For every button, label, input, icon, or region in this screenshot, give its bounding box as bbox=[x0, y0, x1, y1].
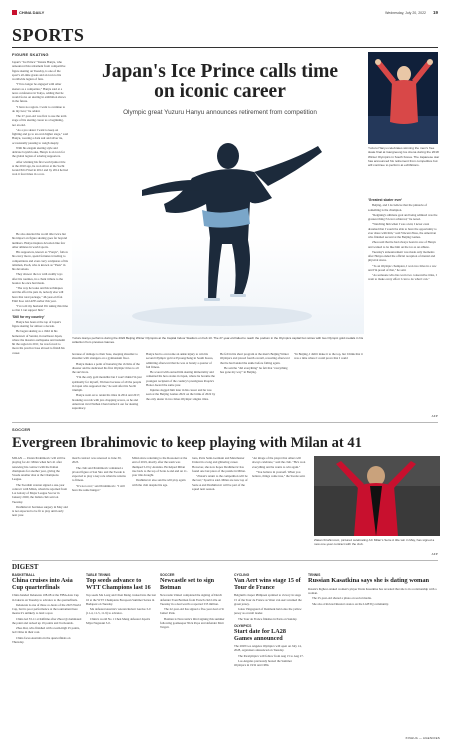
second-paragraph: match contract was renewed to June 30, 2023. bbox=[72, 456, 122, 465]
digest-paragraph: Botman is Newcastle's third signing this summer following goalkeeper Nick Pope and defender Matt Targett. bbox=[160, 616, 225, 629]
lead-column-1 bbox=[12, 60, 68, 230]
second-photo-caption: Zlatan Ibrahimovic, pictured celebrating AC Milan's Serie A title win in May, has signed a new one-year contract with the club. bbox=[314, 538, 435, 547]
digest-paragraph: Belgium's Jasper Philipsen sprinted to victory in stage 15 of the Tour de France as Wout van Aert retained the green jersey. bbox=[234, 593, 302, 606]
digest-kicker: SOCCER bbox=[160, 573, 175, 577]
lead-column-5b bbox=[294, 352, 364, 418]
second-column-3 bbox=[132, 456, 188, 556]
digest-paragraph: The Tour de France finishes in Paris on Sunday. bbox=[238, 616, 298, 621]
lead-paragraph: "I've told my husband I'm taking this time so that I can support him." bbox=[12, 304, 68, 313]
lead-paragraph: Hanyu makes a point of honoring the victims of the disaster and he dedicated his first Olympic titles to all the survivors. bbox=[72, 361, 140, 374]
lead-paragraph: because of damage to their base, sleeping shoulder to shoulder with strangers on a gymnasium floor. bbox=[72, 352, 138, 361]
digest-paragraph: China handed Indonesia 108-68 at the FIBA Asia Cup in Jakarta on Tuesday to advance to the quarterfinals. bbox=[12, 593, 79, 602]
second-paragraph: The Swedish veteran signed a one-year contract with Milan, whom he rejoined from LA Galaxy of Major League Soccer in January 2020, the Italian club said on Tuesday. bbox=[12, 482, 68, 504]
lead-column-2 bbox=[12, 232, 68, 418]
digest-headline: Newcastle set to sign Botman bbox=[160, 577, 215, 591]
second-paragraph: lona, Paris Saint-Germain and Manchester United in a long and glittering career. However, she now hopes Ibrahimovic has found one last piece of the puzzle in Milan. bbox=[192, 456, 246, 473]
lead-paragraph: Injuries dogged him later in his career and he was seen at the Beijing Games 2022 on the brink of 2022 by the only skater in two times Olympic singles titles. bbox=[146, 388, 216, 401]
digest-paragraph: The 2028 Los Angeles Olympics will open on July 14, 2028, organizers announced on Tuesday. bbox=[234, 644, 302, 653]
page-number: 19 bbox=[432, 10, 438, 15]
lead-paragraph: Tuesday's announcement was made only moments after Hanyu ended the official reception of mental and physical stress. bbox=[368, 249, 436, 263]
second-paragraph: Ibrahimovic also said he will play again with the club despite his age. bbox=[132, 478, 186, 487]
lead-paragraph: He began skating as a child in his hometown of Sendai, in northeast Japan, where the massive earthquake and tsunami hit the region in 2011; he was forced to move his practice base abroad to finish his career. bbox=[12, 329, 66, 355]
second-paragraph: MILAN — Zlatan Ibrahimovic will still be playing for AC Milan when he's 41 after renewing his contract with the Italian champions for another year, giving the Swede another shot at the Champions League. bbox=[12, 456, 66, 482]
digest-paragraph: Indonesia is one of three co-hosts of the 2023 World Cup, but its poor performance at the tournament here means it's unlikely to land a spot. bbox=[12, 602, 81, 616]
lead-paragraph: He scored with earned him skating immortality and cemented his hero status in Japan, where he became the youngest recipient of the country's prestigious People's Honor Award the same year. bbox=[146, 370, 215, 387]
lead-paragraph: After winning his first world junior title at the 2010 age, he won silver at the Sochi Grand Prix Final in 2012 and by 2014 he had won it four times in a row. bbox=[12, 159, 68, 177]
section-divider bbox=[12, 560, 438, 561]
digest-paragraph: She also criticized Russia's stance on the LGBTQ community. bbox=[312, 601, 389, 606]
lead-paragraph: He fell in his short program at the men's Beijing Winter Olympics and placed fourth overall, revealing afterward that he had landed the ankle before falling again. bbox=[220, 352, 290, 365]
side-photo-caption: Yuzuru Hanyu celebrates winning the men's free skate final at Gangneung Ice Arena during the 2018 Winter Olympics in South Korea. The Japanese star has announced his retirement from competitive but will continue to perform at exhibitions. bbox=[368, 146, 440, 167]
digest-paragraph: Ma defeated Austria's veteran Robert Gardos 3-0 (11-4, 11-5, 11-9) to advance. bbox=[86, 607, 151, 616]
digest-title: DIGEST bbox=[12, 563, 39, 571]
section-divider bbox=[12, 422, 438, 423]
lead-paragraph: "In Beijing, I didn't make it to the top, but I think that it was a time where I could prove that I could bbox=[294, 352, 363, 361]
digest-headline: Russian Kasatkina says she is dating woman bbox=[308, 577, 430, 585]
lead-paragraph: "I'm the only gold medallist but I won't think I'm just spiritually for myself, I'm here because of all the people in Japan who supported me," he said after his Sochi triumph. bbox=[72, 375, 142, 392]
issue-date: Wednesday, July 20, 2022 bbox=[385, 11, 426, 15]
digest-paragraph: The Paralympics will follow from Aug 15 to Aug 27. bbox=[238, 653, 304, 658]
second-kicker: SOCCER bbox=[12, 427, 31, 432]
second-paragraph: Ibrahimovic had knee surgery in May and is not expected to be fit to play until early next year. bbox=[12, 504, 68, 518]
paper-name: CHINA DAILY bbox=[12, 10, 44, 15]
digest-byline: XINHUA — AGENCIES bbox=[405, 736, 440, 740]
digest-kicker: TABLE TENNIS bbox=[86, 573, 111, 577]
digest-paragraph: The 22-year-old has signed a five-year deal at St James' Park. bbox=[160, 607, 225, 616]
lead-paragraph: Hanyu went on to retain his titles in 2014 and 2017, breaking records with jaw-dropping scores, as he and American rival Nathan Chen battled it out for skating supremacy. bbox=[72, 393, 141, 410]
lead-paragraph: "The way he looks and his techniques and the effort he puts in, nobody else will have that total package," 46-year-old fan Emil Koo told AFP earlier this year. bbox=[12, 286, 64, 303]
digest-item bbox=[12, 573, 82, 739]
second-column-5 bbox=[252, 456, 308, 556]
lead-paragraph: "I'll no longer be engaged with other skaters as a competitor," Hanyu said at a news conference in Tokyo, adding that he would focus on skating in exhibition shows in the future. bbox=[12, 82, 66, 104]
lead-paragraph: "I have no regrets. I want to continue to do my best," he added. bbox=[12, 104, 66, 113]
second-paragraph: "Zlatan's return to the competition will be the last," Sportiva said. Milan are now top of Serie A and Ibrahimovic will be part of the squad next season. bbox=[192, 474, 248, 491]
digest-paragraph: China faces Australia in the quarterfinals on Thursday. bbox=[12, 635, 71, 644]
lead-subhead: 'Greatest skater ever' bbox=[368, 198, 403, 202]
digest-headline: Start date for LA28 Games announced bbox=[234, 628, 286, 642]
digest-paragraph: Jonas Vingegaard of Denmark held onto the yellow jersey as overall leader. bbox=[234, 607, 302, 616]
lead-paragraph: The 27-year-old was first to use the term stage of his skating career as a beginning, not an end. bbox=[12, 114, 67, 127]
lead-paragraph: Zhou said that he had always been in awe of Hanyu and wanted to be like him on the ice as an athlete. bbox=[368, 240, 436, 249]
lead-photo-caption: Yuzuru Hanyu performs during the 2022 Beijing Winter Olympics at the Capital Indoor Stadium on Feb 10. The 27-year-old failed to reach the podium in the Olympics capital but retires with two Olympic gold medals in his collection from previous Games. bbox=[72, 336, 364, 344]
lead-paragraph: "Reigning's ultimate goal and being admired was the greatest thing I'd ever achieved," he noted. bbox=[368, 212, 438, 221]
lead-paragraph: Hanyu had to overcome an ankle injury to win his second Olympic gold at Pyeongchang in South Korea, admitting afterward that he was at barely a quarter of full fitness. bbox=[146, 352, 214, 369]
second-paragraph: The club said Ibrahimovic remained a pivotal figure at San Siro and the Swede is expected to play a key role when he returns to fitness. bbox=[72, 465, 126, 483]
digest-kicker: OLYMPICS bbox=[234, 623, 252, 628]
side-photo bbox=[368, 52, 438, 144]
digest-paragraph: Top seeds Ma Long and Chen Meng cruised into the last 16 at the WTT Champions European Summer Series in Budapest on Tuesday. bbox=[86, 593, 156, 606]
lead-paragraph: "Watching him when I was a kid, I never even dreamed that I would be able to have the opportunity to ever share with him," said Vincent Zhou, the American who finished second at the Beijing Games. bbox=[368, 222, 437, 239]
second-paragraph: "It's not over," said Ibrahimovic. "I still have the same hunger." bbox=[72, 483, 125, 492]
lead-paragraph: Japan's "Ice Prince" Yuzuru Hanyu, who announced his retirement from competitive figure skating on Tuesday, is one of the sport's all-time greats and an icon to his worldwide legion of fans. bbox=[12, 60, 66, 81]
lead-paragraph: With his elegant skating style and delicate boyish looks, Hanyu is an icon for the global legion of adoring supporters. bbox=[12, 145, 65, 159]
second-column-2 bbox=[72, 456, 128, 556]
section-title: SPORTS bbox=[12, 25, 85, 45]
lead-deck: Olympic great Yuzuru Hanyu announces retirement from competition bbox=[123, 109, 317, 116]
lead-paragraph: His supporters, known as "Fanyu", follow his every move, spend fortunes traveling to competitions and even carry sculptures of his talisman, Pooh, who is known as "Yuzu" in his devotions. bbox=[12, 250, 68, 271]
digest-paragraph: The 25-year-old shared a photo on social media. bbox=[312, 596, 372, 601]
digest-kicker: BASKETBALL bbox=[12, 573, 35, 577]
lead-paragraph: "To an Olympic champion, I won two titles in a row and I'm proud of that," he said. bbox=[368, 263, 437, 272]
lead-headline: Japan's Ice Prince calls time on iconic career bbox=[101, 61, 339, 103]
second-byline: AFP bbox=[431, 552, 438, 556]
digest-headline: Van Aert wins stage 15 of Tour de France bbox=[234, 577, 301, 591]
digest-kicker: TENNIS bbox=[308, 573, 321, 577]
digest-item bbox=[234, 573, 304, 739]
lead-column-3 bbox=[72, 352, 142, 418]
lead-paragraph: They shower the ice with cuddly toys after his routines, in a chant tribute to the bounce he once had made. bbox=[12, 272, 63, 285]
digest-paragraph: Newcastle United completed the signing of Dutch defender Sven Botman from French club Lille on Tuesday in a deal worth a reported £35 million. bbox=[160, 593, 222, 606]
digest-item bbox=[308, 573, 440, 733]
digest-kicker: CYCLING bbox=[234, 573, 250, 577]
lead-paragraph: "As a pro skater I want to keep on fighting and go to an even higher stage," said Hanyu, wearing a dark suit and silver tie, occasionally pausing to weigh deeply. bbox=[12, 127, 68, 145]
digest-paragraph: Russia's highest-ranked women's player Daria Kasatkina has revealed that she is in a relationship with a woman. bbox=[308, 586, 437, 596]
lead-paragraph: He said he "did everything" he felt that "everything has gone my way" in Beijing. bbox=[220, 365, 288, 374]
lead-paragraph: Beijing, and I do believe that the pinnacle of something is the champion. bbox=[368, 203, 428, 212]
digest-headline: Top seeds advance to WTT Champions last 16 bbox=[86, 577, 151, 591]
lead-paragraph: He also dazzled the world title twice but his impact on figure skating goes far beyond numbers. Hanyu inspires devotion like few other athletes in world sports. bbox=[12, 232, 68, 249]
lead-column-6 bbox=[368, 196, 440, 418]
lead-photo bbox=[72, 120, 364, 334]
lead-paragraph: Hanyu has been at the top of Japan's figure skating for almost a decade. bbox=[12, 319, 61, 328]
china-daily-logo-icon bbox=[12, 10, 17, 15]
second-paragraph: Milan since returning to the Rossoneri at the end of 2019, shortly after the team was thumped 5-0 by Atalanta. He helped Milan rise back to the top of Serie A and end an 11-year title drought. bbox=[132, 456, 188, 477]
digest-headline: China cruises into Asia Cup quarterfinals bbox=[12, 577, 73, 591]
second-photo bbox=[314, 456, 440, 536]
second-column-4 bbox=[192, 456, 248, 556]
second-headline: Evergreen Ibrahimovic to keep playing with Milan at 41 bbox=[12, 435, 362, 451]
second-paragraph: "You believe in yourself. When you believe, things come true," the Swede said. bbox=[252, 469, 306, 478]
masthead-rule bbox=[12, 47, 438, 48]
digest-item bbox=[86, 573, 156, 739]
lead-column-5 bbox=[220, 352, 290, 418]
lead-subhead: 'Still for my country' bbox=[12, 314, 45, 319]
lead-column-4 bbox=[146, 352, 216, 418]
lead-paragraph: "As someone who has worn two consecutive titles, I want to make every effort I can to do what I can." bbox=[368, 273, 437, 282]
digest-item bbox=[160, 573, 230, 739]
lead-byline: AFP bbox=[431, 414, 438, 418]
digest-paragraph: Los Angeles previously hosted the Summer Olympics in 1932 and 1984. bbox=[234, 658, 292, 667]
second-paragraph: "An image of the player that others will always celebrate," said the club. "He's won everything and he wants to win again." bbox=[252, 456, 306, 469]
digest-paragraph: China's world No 1 Chen Meng defeated Japan's Miyu Nagasaki 3-0. bbox=[86, 616, 151, 625]
lead-kicker: FIGURE SKATING bbox=[12, 52, 49, 57]
digest-paragraph: China led 33-11 at halftime after Zhou Qi dominated the paint and racked up 19 points and 9 rebounds. bbox=[12, 616, 82, 625]
digest-paragraph: Zhao Rui, who finished with a team-high 25 points, led China in their rout. bbox=[12, 626, 80, 635]
second-column-1 bbox=[12, 456, 68, 556]
